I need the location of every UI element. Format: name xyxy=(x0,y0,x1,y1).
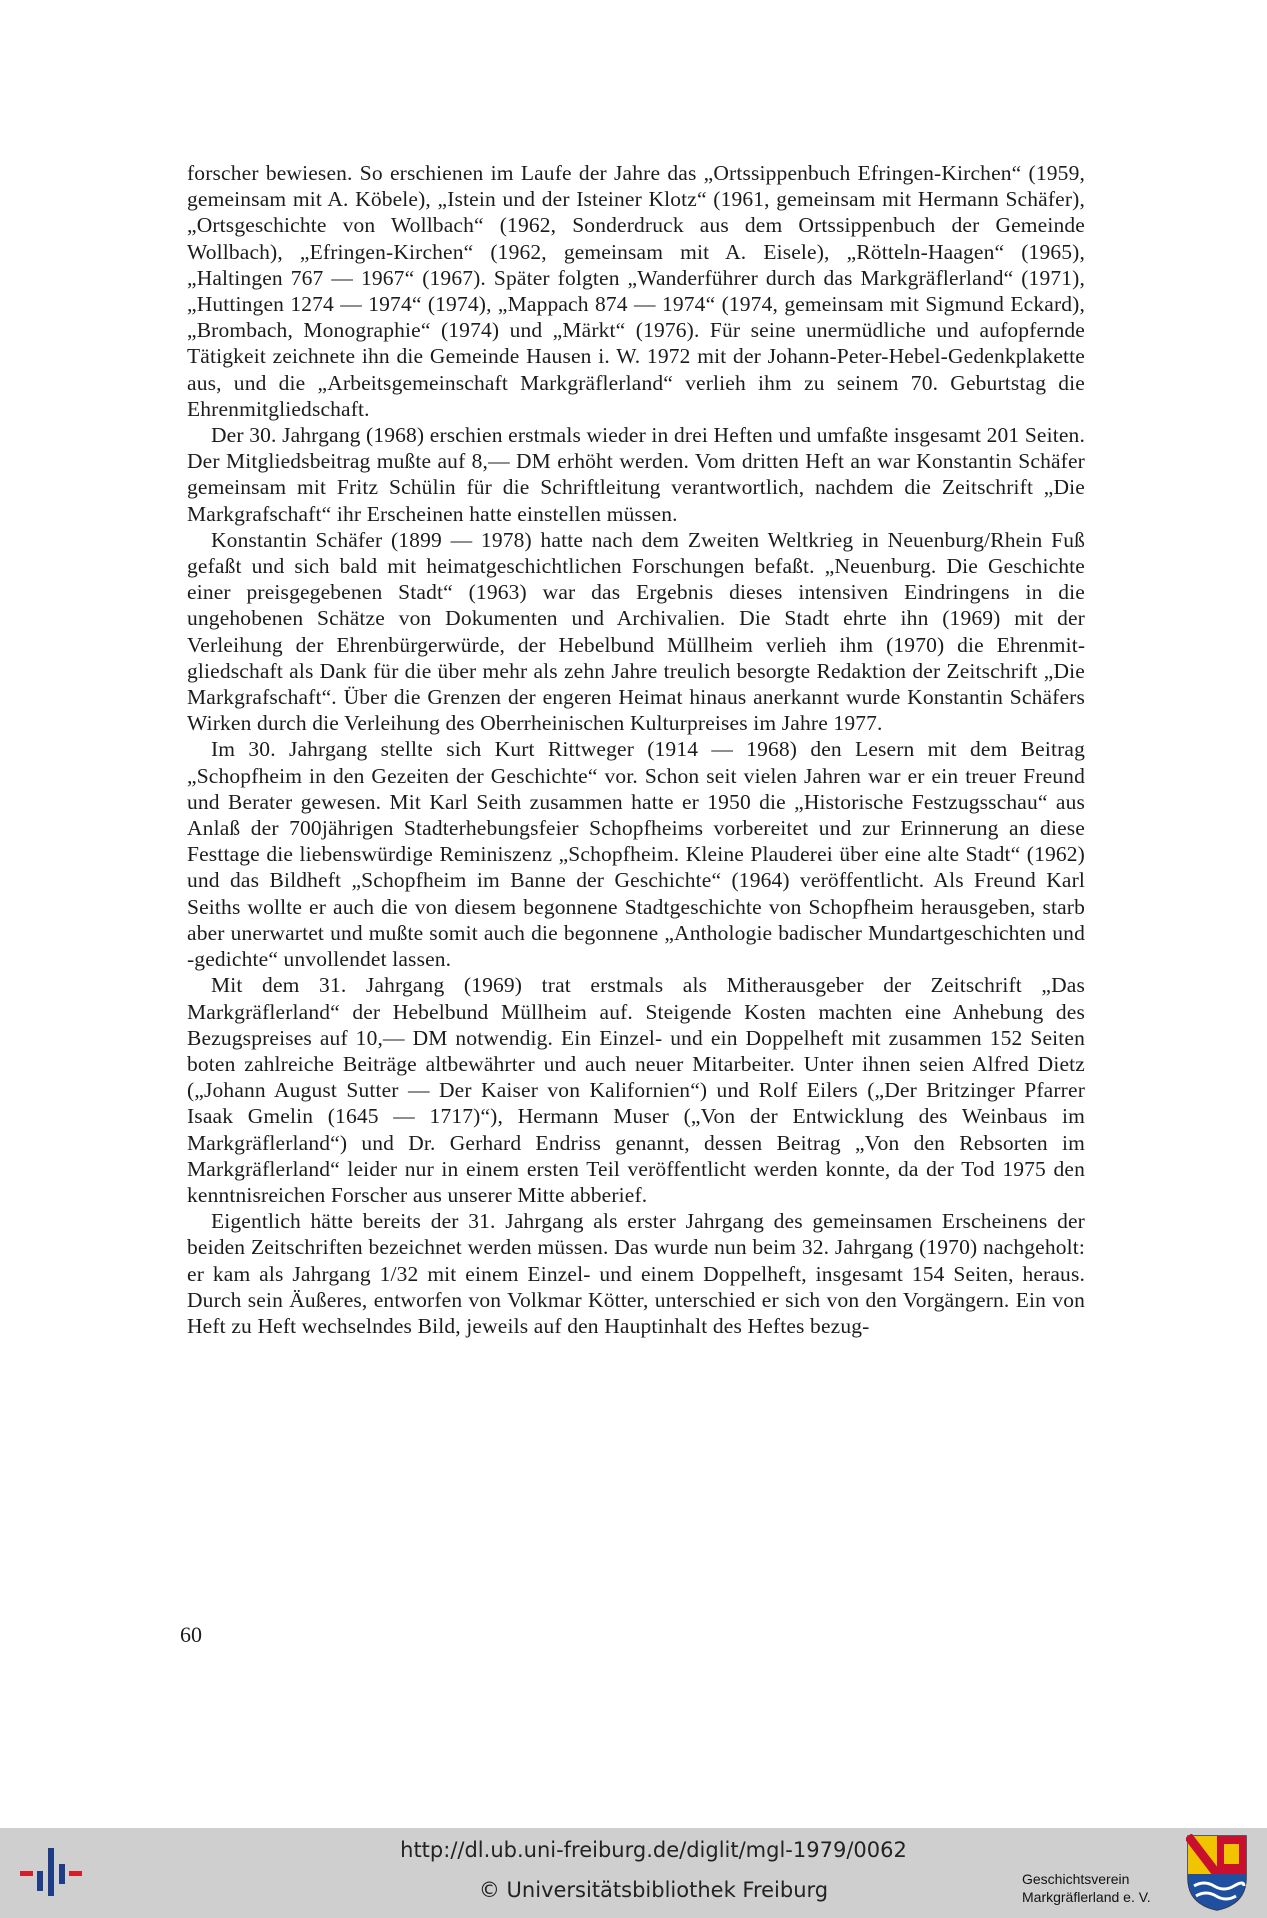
society-name-line-1: Geschichtsverein xyxy=(1022,1871,1130,1887)
society-name xyxy=(1022,1870,1187,1906)
paragraph-4: Im 30. Jahrgang stellte sich Kurt Rittweger (1914 — 1968) den Lesern mit dem Beitrag „Schopfheim in den Gezeiten der Geschichte“ vor. Schon seit vielen Jahren war er ein treuer Freund und Berater gewesen. Mit Karl Seith zusammen hatte er 1950 die „Historische Festzugsschau“ aus Anlaß der 700jährigen Stadterhebungsfeier Schopfheims vorbereitet und zur Erinnerung an diese Festtage die liebenswürdige Reminiszenz „Schopfheim. Kleine Plauderei über eine alte Stadt“ (1962) und das Bildheft „Schopfheim im Banne der Geschichte“ (1964) veröffentlicht. Als Freund Karl Seiths wollte er auch die von diesem begonnene Stadtgeschichte von Schopfheim herausgeben, starb aber unerwartet und mußte somit auch die begonnene „Anthologie badischer Mundartgeschichten und -gedichte“ unvollendet lassen. xyxy=(187,737,1085,972)
page-number: 60 xyxy=(180,1622,202,1647)
page-body xyxy=(187,160,1085,1339)
paragraph-6: Eigentlich hätte bereits der 31. Jahrgang als erster Jahrgang des gemeinsamen Erscheinens der beiden Zeitschriften bezeichnet werden müssen. Das wurde nun beim 32. Jahrgang (1970) nachgeholt: er kam als Jahrgang 1/32 mit einem Einzel- und einem Doppelheft, insgesamt 154 Seiten, heraus. Durch sein Äußeres, entworfen von Volkmar Kötter, unterschied er sich von den Vorgängern. Ein von Heft zu Heft wechselndes Bild, jeweils auf den Hauptinhalt des Heftes bezug- xyxy=(187,1209,1085,1338)
paragraph-1: forscher bewiesen. So erschienen im Laufe der Jahre das „Ortssippenbuch Efringen-Kirchen“ (1959, gemeinsam mit A. Köbele), „Istein und der Isteiner Klotz“ (1961, gemeinsam mit Hermann Schäfer), „Ortsgeschichte von Wollbach“ (1962, Sonderdruck aus dem Ortssippenbuch der Gemeinde Wollbach), „Efringen-Kirchen“ (1962, gemeinsam mit A. Eisele), „Rötteln-Haagen“ (1965), „Haltingen 767 — 1967“ (1967). Später folgten „Wanderführer durch das Markgräflerland“ (1971), „Huttingen 1274 — 1974“ (1974), „Mappach 874 — 1974“ (1974, gemeinsam mit Sigmund Eckard), „Brombach, Monographie“ (1974) und „Märkt“ (1976). Für seine unermüdliche und aufopfernde Tätigkeit zeichnete ihn die Gemeinde Hausen i. W. 1972 mit der Johann-Peter-Hebel-Gedenkplakette aus, und die „Arbeitsgemeinschaft Markgräflerland“ verlieh ihm zu seinem 70. Geburtstag die Ehrenmitgliedschaft. xyxy=(187,161,1085,421)
paragraph-3: Konstantin Schäfer (1899 — 1978) hatte nach dem Zweiten Weltkrieg in Neuenburg/Rhein Fuß gefaßt und sich bald mit heimatgeschichtlichen Forschungen befaßt. „Neuenburg. Die Geschichte einer preisgegebenen Stadt“ (1963) war das Ergebnis dieses intensiven Eindringens in die ungehobenen Schätze von Dokumenten und Archivalien. Die Stadt ehrte ihn (1969) mit der Verleihung der Ehrenbürgerwürde, der Hebelbund Müllheim verlieh ihm (1970) die Ehrenmitgliedschaft als Dank für die über mehr als zehn Jahre treulich besorgte Redaktion der Zeitschrift „Die Markgrafschaft“. Über die Grenzen der engeren Heimat hinaus anerkannt wurde Konstantin Schäfers Wirken durch die Verleihung des Oberrheinischen Kulturpreises im Jahre 1977. xyxy=(187,527,1085,736)
footer-bar xyxy=(0,1828,1267,1918)
coat-of-arms-icon xyxy=(1186,1834,1248,1912)
footer-copyright: © Universitätsbibliothek Freiburg xyxy=(478,1878,829,1902)
paragraph-5: Mit dem 31. Jahrgang (1969) trat erstmals als Mitherausgeber der Zeitschrift „Das Markgräflerland“ der Hebelbund Müllheim auf. Steigende Kosten machten eine Anhebung des Bezugspreises auf 10,— DM notwendig. Ein Einzel- und ein Doppelheft mit zusammen 152 Seiten boten zahlreiche Beiträge altbewährter und auch neuer Mitarbeiter. Unter ihnen seien Alfred Dietz („Johann August Sutter — Der Kaiser von Kalifornien“) und Rolf Eilers („Der Britzinger Pfarrer Isaak Gmelin (1645 — 1717)“), Hermann Muser („Von der Entwicklung des Weinbaus im Markgräflerland“) und Dr. Gerhard Endriss genannt, dessen Beitrag „Von den Rebsorten im Markgräflerland“ leider nur in einem ersten Teil veröffentlicht werden konnte, da der Tod 1975 den kenntnisreichen Forscher aus unserer Mitte abberief. xyxy=(187,973,1085,1207)
footer-url-link[interactable]: http://dl.ub.uni-freiburg.de/diglit/mgl-1979/0062 xyxy=(400,1838,907,1862)
paragraph-2: Der 30. Jahrgang (1968) erschien erstmals wieder in drei Heften und umfaßte insgesamt 201 Seiten. Der Mitgliedsbeitrag mußte auf 8,— DM erhöht werden. Vom dritten Heft an war Konstantin Schäfer gemeinsam mit Fritz Schülin für die Schriftleitung verantwortlich, nachdem die Zeitschrift „Die Markgrafschaft“ ihr Erscheinen hatte einstellen müssen. xyxy=(187,423,1085,526)
society-name-line-2: Markgräflerland e. V. xyxy=(1022,1889,1151,1905)
